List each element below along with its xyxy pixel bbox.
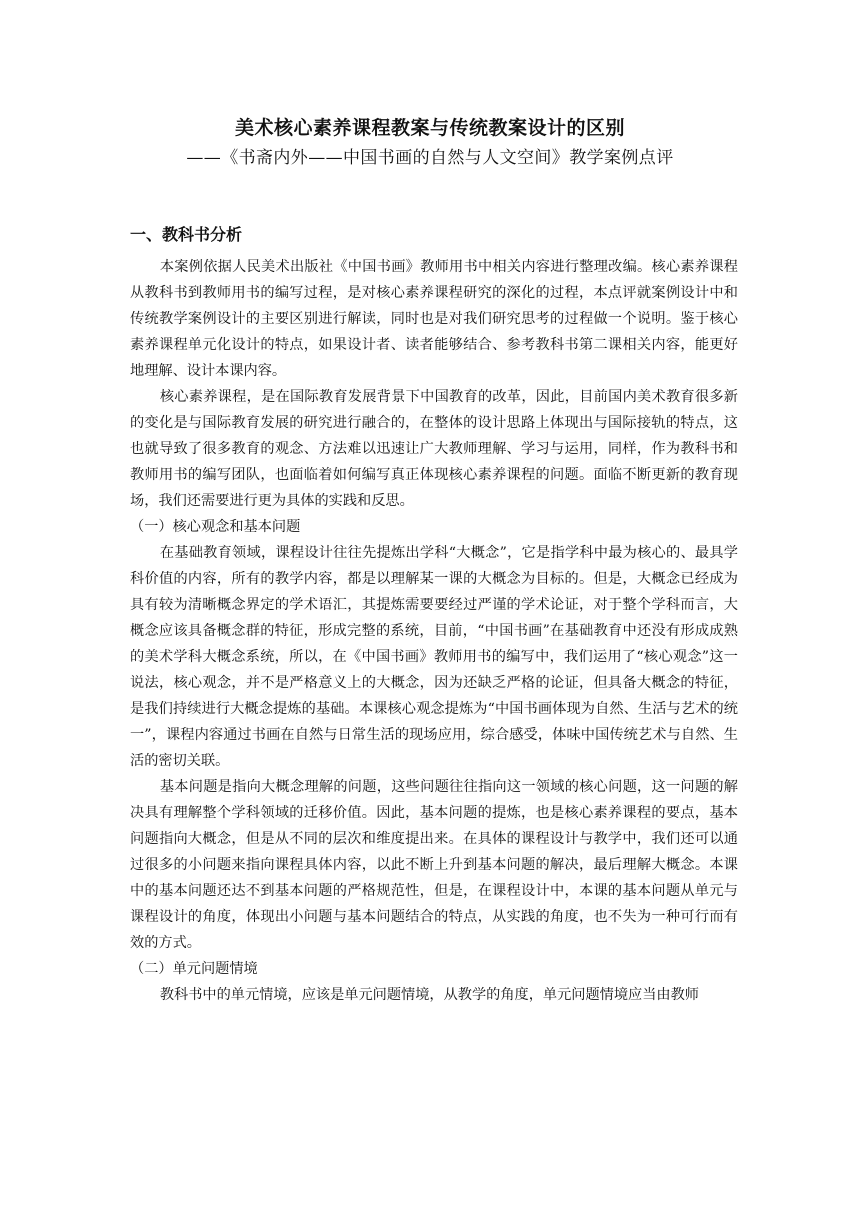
document-title: 美术核心素养课程教案与传统教案设计的区别	[234, 117, 625, 139]
paragraph: 本案例依据人民美术出版社《中国书画》教师用书中相关内容进行整理改编。核心素养课程从教科书到教师用书的编写过程，是对核心素养课程研究的深化的过程，本点评就案例设计中和传统教学案例设计的主要区别进行解读，同时也是对我们研究思考的过程做一个说明。鉴于核心素养课程单元化设计的特点，如果设计者、读者能够结合、参考教科书第二课相关内容，能更好地理解、设计本课内容。	[130, 259, 738, 379]
subsection-heading: （二）单元问题情境	[130, 961, 258, 977]
subsection-heading: （一）核心观念和基本问题	[130, 519, 301, 535]
paragraph: 在基础教育领域，课程设计往往先提炼出学科“大概念”，它是指学科中最为核心的、最具学科价值的内容，所有的教学内容，都是以理解某一课的大概念为目标的。但是，大概念已经成为具有较为清晰概念界定的学术语汇，其提炼需要要经过严谨的学术论证，对于整个学科而言，大概念应该具备概念群的特征，形成完整的系统，目前，“中国书画”在基础教育中还没有形成成熟的美术学科大概念系统，所以，在《中国书画》教师用书的编写中，我们运用了“核心观念”这一说法，核心观念，并不是严格意义上的大概念，因为还缺乏严格的论证，但具备大概念的特征，是我们持续进行大概念提炼的基础。本课核心观念提炼为“中国书画体现为自然、生活与艺术的统一”，课程内容通过书画在自然与日常生活的现场应用，综合感受，体味中国传统艺术与自然、生活的密切关联。	[130, 545, 738, 769]
paragraph: 教科书中的单元情境，应该是单元问题情境，从教学的角度，单元问题情境应当由教师	[159, 987, 699, 1003]
paragraph: 基本问题是指向大概念理解的问题，这些问题往往指向这一领域的核心问题，这一问题的解决具有理解整个学科领域的迁移价值。因此，基本问题的提炼，也是核心素养课程的要点，基本问题指向大概念，但是从不同的层次和维度提出来。在具体的课程设计与教学中，我们还可以通过很多的小问题来指向课程具体内容，以此不断上升到基本问题的解决，最后理解大概念。本课中的基本问题还达不到基本问题的严格规范性，但是，在课程设计中，本课的基本问题从单元与课程设计的角度，体现出小问题与基本问题结合的特点，从实践的角度，也不失为一种可行而有效的方式。	[130, 779, 738, 951]
document-subtitle: ——《书斋内外——中国书画的自然与人文空间》教学案例点评	[186, 148, 674, 168]
paragraph: 核心素养课程，是在国际教育发展背景下中国教育的改革，因此，目前国内美术教育很多新的变化是与国际教育发展的研究进行融合的，在整体的设计思路上体现出与国际接轨的特点，这也就导致了很多教育的观念、方法难以迅速让广大教师理解、学习与运用，同样，作为教科书和教师用书的编写团队，也面临着如何编写真正体现核心素养课程的问题。面临不断更新的教育现场，我们还需要进行更为具体的实践和反思。	[130, 389, 738, 509]
document-body	[130, 224, 738, 1008]
section-heading: 一、教科书分析	[130, 225, 243, 244]
